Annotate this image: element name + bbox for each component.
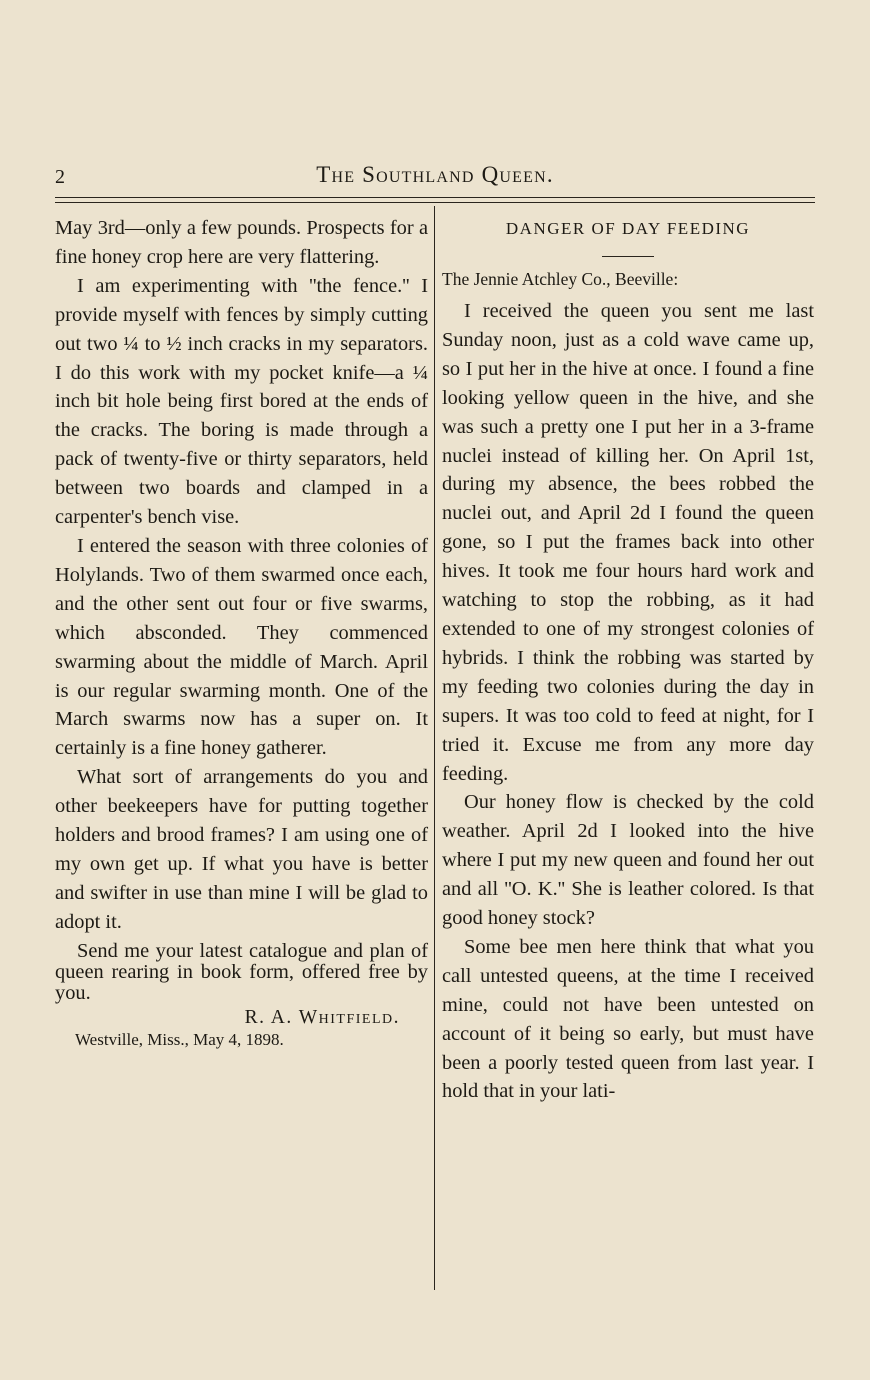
header-rule-thin	[55, 202, 815, 203]
column-divider	[434, 206, 435, 1290]
paragraph: I am experimenting with ''the fence.'' I provide myself with fences by simply cutting out two ¼ to ½ inch cracks in my separators. I do this work with my pocket knife—a ¼ inch bit hole being first bored at the ends of the cracks. The boring is made through a pack of twenty-five or thirty separators, held between two boards and clamped in a carpenter's bench vise.	[55, 274, 428, 529]
running-title: The Southland Queen.	[316, 162, 554, 187]
paragraph: I entered the season with three colonies of Holylands. Two of them swarmed once each, and the other sent out four or five swarms, which absconded. They commenced swarming about the middle of March. April is our regular swarming month. One of the March swarms now has a super on. It certainly is a fine honey gatherer.	[55, 534, 428, 760]
dateline: Westville, Miss., May 4, 1898.	[75, 1029, 284, 1049]
paragraph: Our honey flow is checked by the cold weather. April 2d I looked into the hive where I put my new queen and found her out and all ''O. K.'' She is leather colored. Is that good honey stock?	[442, 791, 814, 930]
page-number: 2	[55, 166, 65, 188]
paragraph: What sort of arrangements do you and other beekeepers have for putting together holders and brood frames? I am using one of my own get up. If what you have is better and swifter in use than mine I will be glad to adopt it.	[55, 766, 428, 933]
paragraph: Some bee men here think that what you call untested queens, at the time I received mine, could not have been untested on account of it being so early, but must have been a poorly tested queen from last year. I hold that in your lati-	[442, 935, 814, 1103]
left-column	[55, 214, 428, 1050]
paragraph: May 3rd—only a few pounds. Prospects for a fine honey crop here are very flattering.	[55, 217, 428, 268]
closing-paragraph: Send me your latest catalogue and plan of queen rearing in book form, offered free by you.	[55, 939, 428, 1004]
signature: R. A. Whitfield.	[244, 1006, 400, 1028]
title-rule	[602, 256, 654, 257]
paragraph: I received the queen you sent me last Sunday noon, just as a cold wave came up, so I put her in the hive at once. I found a fine looking yellow queen in the hive, and she was such a pretty one I put her in a 3-frame nuclei instead of killing her. On April 1st, during my absence, the bees robbed the nuclei out, and April 2d I found the queen gone, so I put the frames back into other hives. It took me four hours hard work and watching to stop the robbing, as it had extended to one of my strongest colonies of hybrids. I think the robbing was started by my feeding two colonies during the day in supers. It was too cold to feed at night, for I tried it. Excuse me from any more day feeding.	[442, 300, 814, 785]
header-rule	[55, 197, 815, 198]
right-column	[442, 214, 814, 1106]
addressee: The Jennie Atchley Co., Beeville:	[442, 269, 679, 289]
section-title: DANGER OF DAY FEEDING	[505, 219, 751, 238]
page-header	[55, 162, 815, 194]
